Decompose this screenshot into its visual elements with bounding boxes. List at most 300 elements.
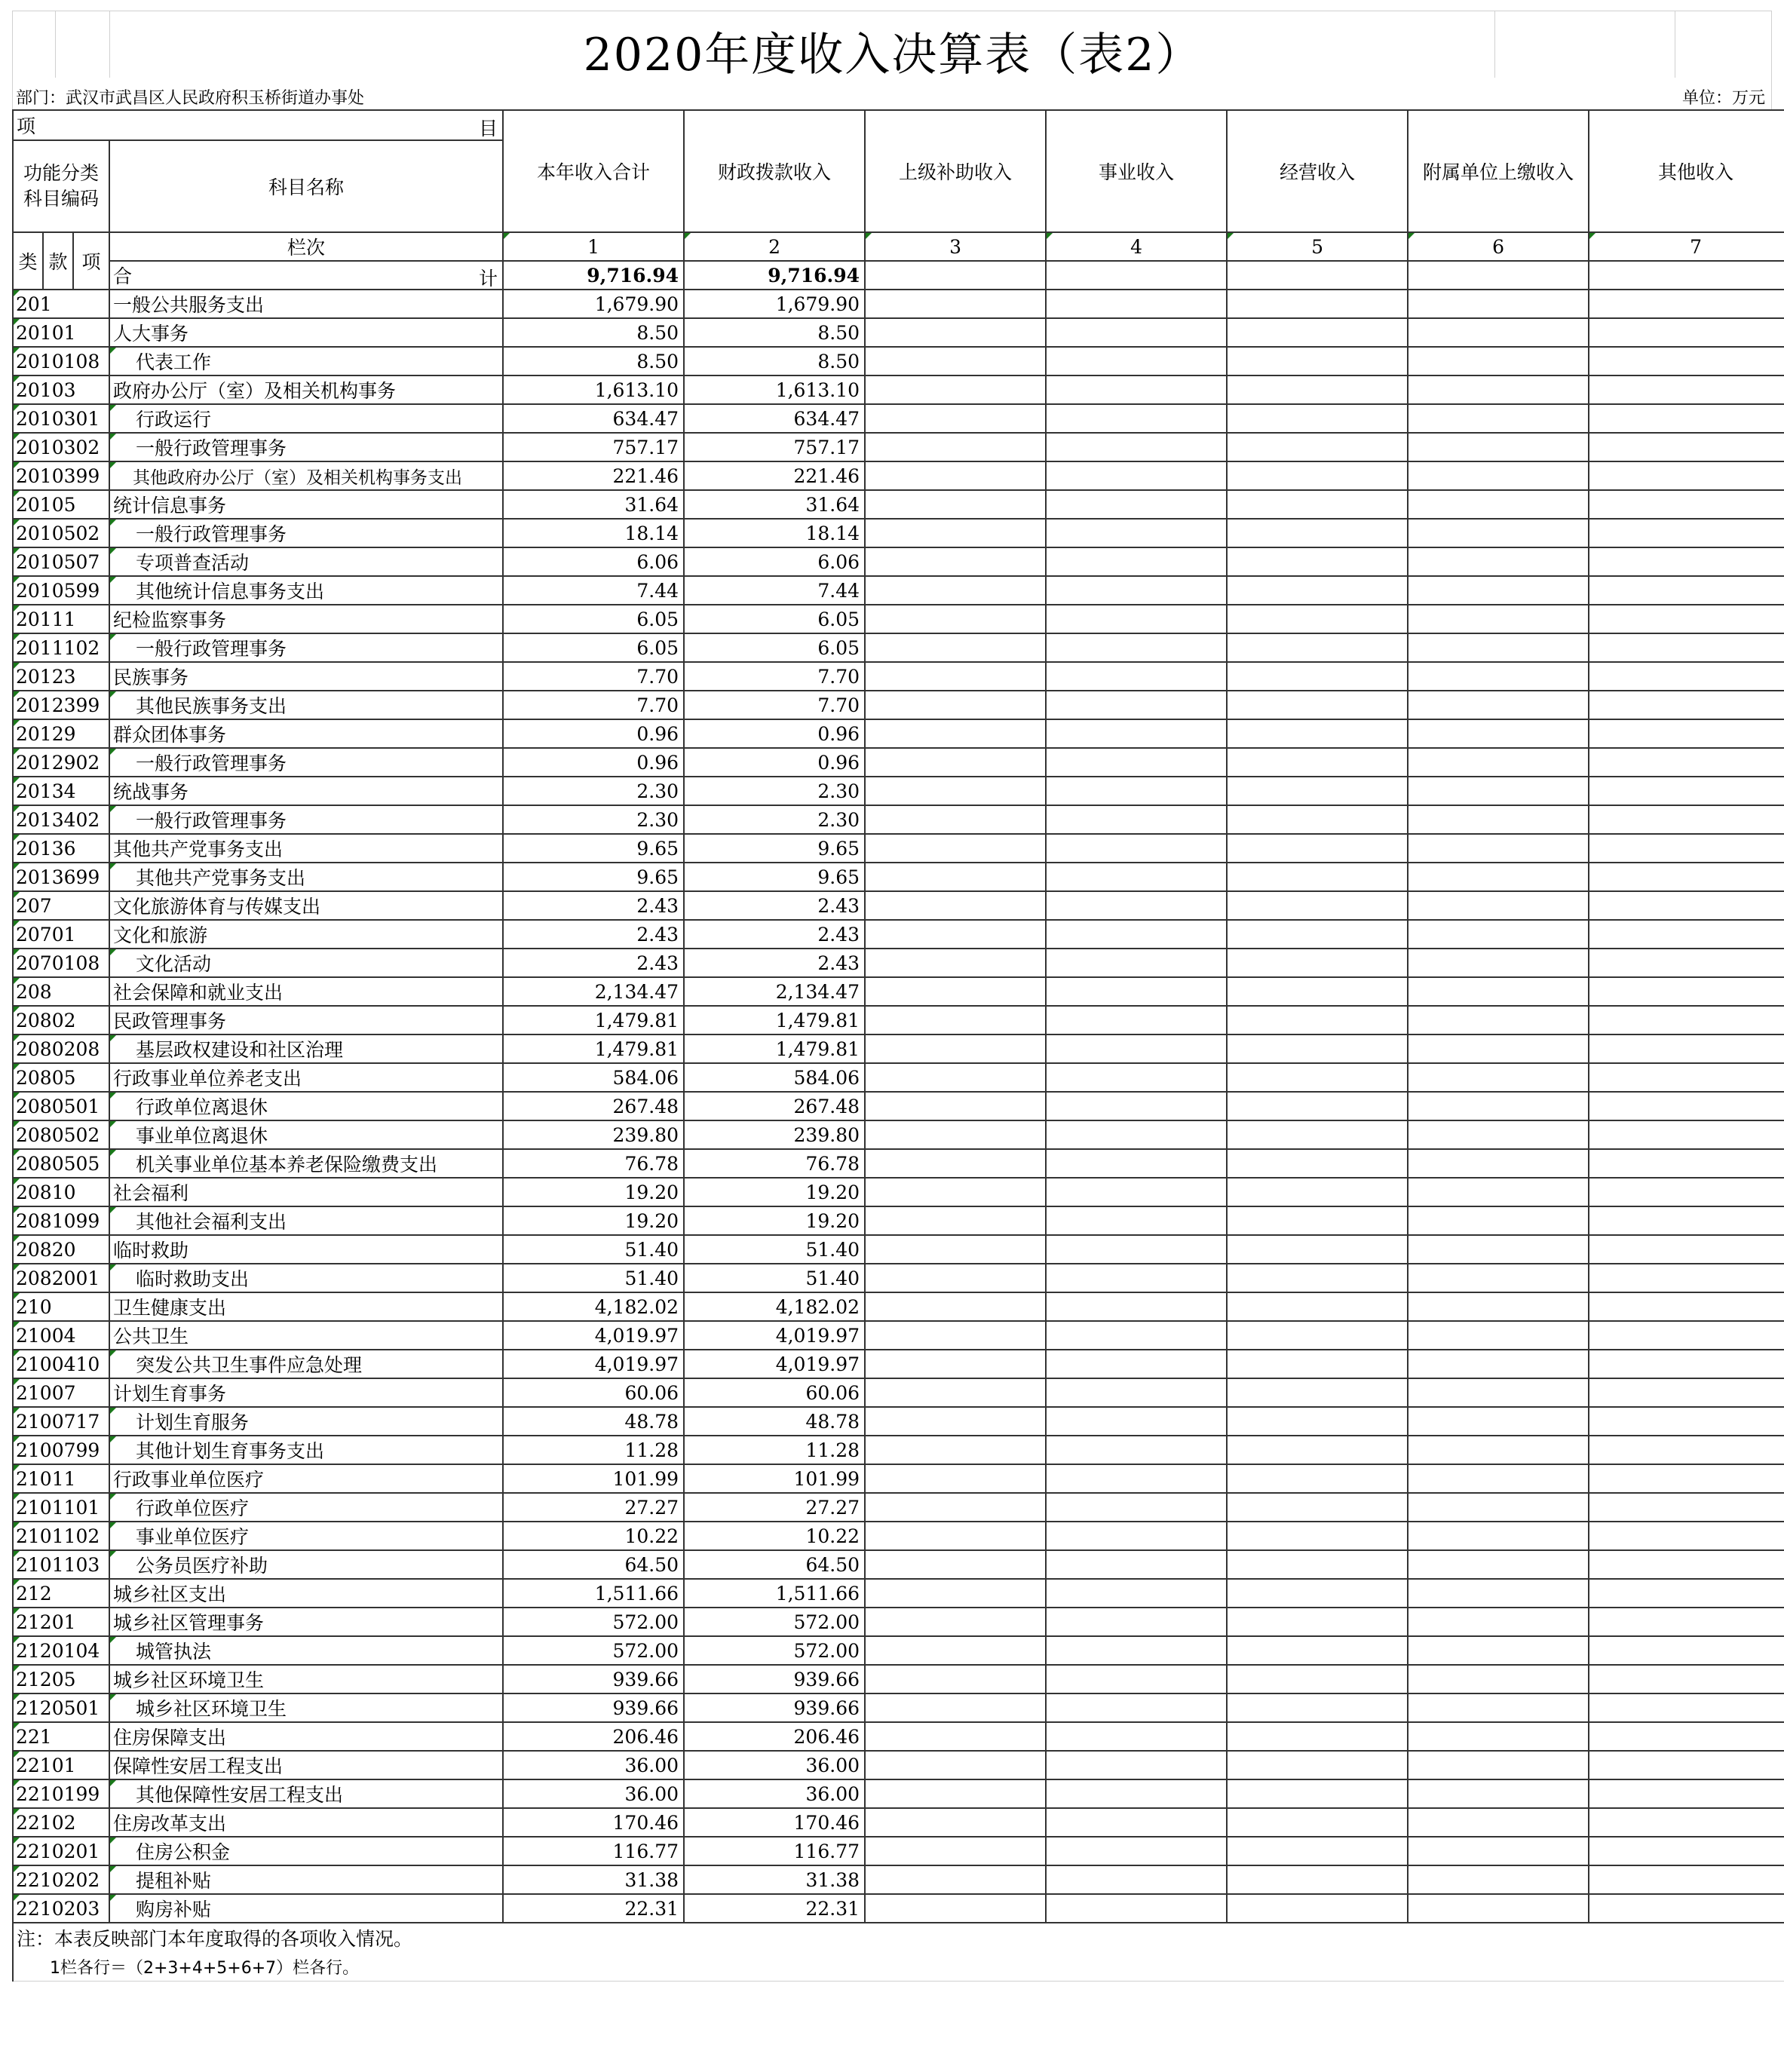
row-col-5 xyxy=(1227,748,1408,777)
table-row xyxy=(13,1292,1784,1321)
row-col-7 xyxy=(1589,1751,1784,1779)
row-col-3 xyxy=(865,891,1046,920)
row-code: 2010507 xyxy=(13,547,109,576)
row-col-7 xyxy=(1589,920,1784,949)
row-total-income: 4,019.97 xyxy=(503,1350,684,1378)
row-fiscal-income: 170.46 xyxy=(684,1808,865,1837)
col-header-6: 附属单位上缴收入 xyxy=(1408,110,1589,232)
row-col-7 xyxy=(1589,1149,1784,1178)
row-fiscal-income: 267.48 xyxy=(684,1092,865,1120)
row-total-income: 206.46 xyxy=(503,1722,684,1751)
row-subject-name: 一般行政管理事务 xyxy=(109,433,503,461)
row-col-4 xyxy=(1046,1063,1227,1092)
row-code: 2070108 xyxy=(13,949,109,977)
table-row xyxy=(13,1436,1784,1464)
row-col-6 xyxy=(1408,433,1589,461)
table-row xyxy=(13,318,1784,347)
row-subject-name: 城乡社区环境卫生 xyxy=(109,1665,503,1693)
row-col-3 xyxy=(865,1751,1046,1779)
row-total-income: 2.30 xyxy=(503,805,684,834)
total-value-5 xyxy=(1227,261,1408,290)
row-subject-name: 专项普查活动 xyxy=(109,547,503,576)
row-total-income: 48.78 xyxy=(503,1407,684,1436)
note-row-1 xyxy=(13,1923,1784,1952)
row-col-7 xyxy=(1589,318,1784,347)
col-number-4: 4 xyxy=(1046,232,1227,261)
row-col-3 xyxy=(865,547,1046,576)
table-row xyxy=(13,1894,1784,1923)
table-row xyxy=(13,777,1784,805)
row-col-3 xyxy=(865,1006,1046,1034)
row-subject-name: 机关事业单位基本养老保险缴费支出 xyxy=(109,1149,503,1178)
row-code: 210 xyxy=(13,1292,109,1321)
row-col-6 xyxy=(1408,1063,1589,1092)
table-row xyxy=(13,949,1784,977)
row-col-4 xyxy=(1046,662,1227,691)
row-subject-name: 社会保障和就业支出 xyxy=(109,977,503,1006)
row-fiscal-income: 1,679.90 xyxy=(684,290,865,318)
table-row xyxy=(13,1837,1784,1865)
row-fiscal-income: 584.06 xyxy=(684,1063,865,1092)
row-total-income: 36.00 xyxy=(503,1779,684,1808)
row-fiscal-income: 8.50 xyxy=(684,318,865,347)
row-fiscal-income: 60.06 xyxy=(684,1378,865,1407)
row-subject-name: 基层政权建设和社区治理 xyxy=(109,1034,503,1063)
row-col-5 xyxy=(1227,1779,1408,1808)
table-row xyxy=(13,1808,1784,1837)
row-fiscal-income: 31.38 xyxy=(684,1865,865,1894)
row-fiscal-income: 1,479.81 xyxy=(684,1006,865,1034)
row-code: 2101102 xyxy=(13,1522,109,1550)
table-row xyxy=(13,1407,1784,1436)
row-col-4 xyxy=(1046,1493,1227,1522)
row-col-5 xyxy=(1227,1693,1408,1722)
row-fiscal-income: 48.78 xyxy=(684,1407,865,1436)
row-col-7 xyxy=(1589,1378,1784,1407)
row-col-3 xyxy=(865,347,1046,375)
col-header-3: 上级补助收入 xyxy=(865,110,1046,232)
row-code: 2013402 xyxy=(13,805,109,834)
row-fiscal-income: 31.64 xyxy=(684,490,865,519)
row-col-7 xyxy=(1589,891,1784,920)
row-col-6 xyxy=(1408,1034,1589,1063)
row-subject-name: 临时救助 xyxy=(109,1235,503,1264)
row-col-4 xyxy=(1046,547,1227,576)
row-col-3 xyxy=(865,748,1046,777)
row-col-6 xyxy=(1408,1464,1589,1493)
row-code: 2120104 xyxy=(13,1636,109,1665)
row-col-3 xyxy=(865,1235,1046,1264)
row-col-5 xyxy=(1227,1206,1408,1235)
row-col-4 xyxy=(1046,1350,1227,1378)
row-subject-name: 一般行政管理事务 xyxy=(109,805,503,834)
row-col-6 xyxy=(1408,1235,1589,1264)
col-number-5: 5 xyxy=(1227,232,1408,261)
row-subject-name: 城管执法 xyxy=(109,1636,503,1665)
row-col-3 xyxy=(865,433,1046,461)
row-col-5 xyxy=(1227,1722,1408,1751)
row-subject-name: 代表工作 xyxy=(109,347,503,375)
row-col-7 xyxy=(1589,1350,1784,1378)
table-row xyxy=(13,1006,1784,1034)
total-row xyxy=(13,261,1784,290)
row-col-3 xyxy=(865,691,1046,719)
row-col-3 xyxy=(865,1034,1046,1063)
lei-header: 类 xyxy=(13,232,43,290)
row-col-4 xyxy=(1046,490,1227,519)
row-code: 2100717 xyxy=(13,1407,109,1436)
row-col-5 xyxy=(1227,863,1408,891)
row-col-5 xyxy=(1227,1006,1408,1034)
row-col-7 xyxy=(1589,1865,1784,1894)
row-fiscal-income: 10.22 xyxy=(684,1522,865,1550)
row-fiscal-income: 221.46 xyxy=(684,461,865,490)
row-total-income: 239.80 xyxy=(503,1120,684,1149)
row-col-7 xyxy=(1589,863,1784,891)
row-col-5 xyxy=(1227,1636,1408,1665)
row-total-income: 19.20 xyxy=(503,1178,684,1206)
col-number-3: 3 xyxy=(865,232,1046,261)
row-col-5 xyxy=(1227,1464,1408,1493)
row-col-5 xyxy=(1227,1407,1408,1436)
col-number-1: 1 xyxy=(503,232,684,261)
table-row xyxy=(13,1235,1784,1264)
row-total-income: 22.31 xyxy=(503,1894,684,1923)
table-row xyxy=(13,977,1784,1006)
row-col-3 xyxy=(865,1522,1046,1550)
row-fiscal-income: 6.05 xyxy=(684,605,865,633)
row-col-7 xyxy=(1589,719,1784,748)
row-code: 20134 xyxy=(13,777,109,805)
row-total-income: 7.70 xyxy=(503,662,684,691)
row-col-5 xyxy=(1227,662,1408,691)
row-subject-name: 城乡社区环境卫生 xyxy=(109,1693,503,1722)
row-fiscal-income: 939.66 xyxy=(684,1665,865,1693)
note-2: 1栏各行＝（2+3+4+5+6+7）栏各行。 xyxy=(13,1952,1784,1982)
table-row xyxy=(13,1608,1784,1636)
row-col-4 xyxy=(1046,1722,1227,1751)
row-col-3 xyxy=(865,1693,1046,1722)
row-col-5 xyxy=(1227,1808,1408,1837)
row-col-3 xyxy=(865,519,1046,547)
table-row xyxy=(13,1092,1784,1120)
row-code: 2012902 xyxy=(13,748,109,777)
row-col-6 xyxy=(1408,920,1589,949)
table-row xyxy=(13,1751,1784,1779)
col-number-6: 6 xyxy=(1408,232,1589,261)
row-fiscal-income: 2.43 xyxy=(684,949,865,977)
row-col-3 xyxy=(865,1206,1046,1235)
total-value-7 xyxy=(1589,261,1784,290)
row-col-5 xyxy=(1227,1264,1408,1292)
row-col-3 xyxy=(865,1837,1046,1865)
row-fiscal-income: 101.99 xyxy=(684,1464,865,1493)
row-col-4 xyxy=(1046,1120,1227,1149)
row-col-4 xyxy=(1046,1178,1227,1206)
table-row xyxy=(13,1865,1784,1894)
row-col-7 xyxy=(1589,290,1784,318)
row-col-3 xyxy=(865,1665,1046,1693)
header-row-lanci xyxy=(13,232,1784,261)
row-code: 21201 xyxy=(13,1608,109,1636)
row-fiscal-income: 2.43 xyxy=(684,920,865,949)
table-row xyxy=(13,605,1784,633)
row-col-7 xyxy=(1589,1779,1784,1808)
row-col-3 xyxy=(865,1120,1046,1149)
row-col-4 xyxy=(1046,1894,1227,1923)
note-row-2 xyxy=(13,1952,1784,1982)
row-code: 20810 xyxy=(13,1178,109,1206)
col-header-4: 事业收入 xyxy=(1046,110,1227,232)
row-col-5 xyxy=(1227,490,1408,519)
row-col-6 xyxy=(1408,1722,1589,1751)
row-col-7 xyxy=(1589,1006,1784,1034)
row-subject-name: 公务员医疗补助 xyxy=(109,1550,503,1579)
row-fiscal-income: 4,019.97 xyxy=(684,1321,865,1350)
row-col-4 xyxy=(1046,519,1227,547)
row-col-3 xyxy=(865,1407,1046,1436)
row-subject-name: 一般行政管理事务 xyxy=(109,633,503,662)
row-total-income: 64.50 xyxy=(503,1550,684,1579)
row-code: 2080502 xyxy=(13,1120,109,1149)
table-row xyxy=(13,1264,1784,1292)
row-total-income: 939.66 xyxy=(503,1665,684,1693)
row-total-income: 101.99 xyxy=(503,1464,684,1493)
row-fiscal-income: 4,019.97 xyxy=(684,1350,865,1378)
row-col-7 xyxy=(1589,404,1784,433)
row-col-3 xyxy=(865,318,1046,347)
row-col-3 xyxy=(865,633,1046,662)
row-total-income: 51.40 xyxy=(503,1235,684,1264)
row-col-4 xyxy=(1046,949,1227,977)
row-code: 2010502 xyxy=(13,519,109,547)
row-code: 2101101 xyxy=(13,1493,109,1522)
row-fiscal-income: 36.00 xyxy=(684,1779,865,1808)
row-col-4 xyxy=(1046,691,1227,719)
row-total-income: 6.05 xyxy=(503,605,684,633)
row-subject-name: 公共卫生 xyxy=(109,1321,503,1350)
row-col-3 xyxy=(865,1464,1046,1493)
row-col-5 xyxy=(1227,605,1408,633)
row-code: 2080501 xyxy=(13,1092,109,1120)
row-total-income: 31.38 xyxy=(503,1865,684,1894)
row-col-7 xyxy=(1589,547,1784,576)
row-col-4 xyxy=(1046,375,1227,404)
table-row xyxy=(13,1149,1784,1178)
row-col-4 xyxy=(1046,1321,1227,1350)
row-total-income: 2,134.47 xyxy=(503,977,684,1006)
row-fiscal-income: 27.27 xyxy=(684,1493,865,1522)
row-subject-name: 一般行政管理事务 xyxy=(109,748,503,777)
row-total-income: 9.65 xyxy=(503,863,684,891)
row-subject-name: 其他共产党事务支出 xyxy=(109,863,503,891)
row-col-6 xyxy=(1408,576,1589,605)
page-title: 2020年度收入决算表（表2） xyxy=(583,29,1203,81)
table-row xyxy=(13,519,1784,547)
row-code: 221 xyxy=(13,1722,109,1751)
row-col-7 xyxy=(1589,633,1784,662)
row-col-6 xyxy=(1408,1665,1589,1693)
row-code: 2100799 xyxy=(13,1436,109,1464)
table-row xyxy=(13,1636,1784,1665)
row-col-4 xyxy=(1046,1808,1227,1837)
row-subject-name: 行政单位离退休 xyxy=(109,1092,503,1120)
row-code: 20805 xyxy=(13,1063,109,1092)
row-fiscal-income: 0.96 xyxy=(684,719,865,748)
row-subject-name: 行政运行 xyxy=(109,404,503,433)
row-total-income: 27.27 xyxy=(503,1493,684,1522)
row-total-income: 10.22 xyxy=(503,1522,684,1550)
row-col-5 xyxy=(1227,576,1408,605)
row-fiscal-income: 6.05 xyxy=(684,633,865,662)
row-subject-name: 人大事务 xyxy=(109,318,503,347)
row-col-3 xyxy=(865,1350,1046,1378)
table-row xyxy=(13,1206,1784,1235)
row-col-3 xyxy=(865,1894,1046,1923)
row-col-6 xyxy=(1408,805,1589,834)
row-code: 208 xyxy=(13,977,109,1006)
row-col-3 xyxy=(865,719,1046,748)
row-col-5 xyxy=(1227,1350,1408,1378)
row-subject-name: 卫生健康支出 xyxy=(109,1292,503,1321)
row-col-6 xyxy=(1408,891,1589,920)
row-total-income: 2.43 xyxy=(503,949,684,977)
row-col-4 xyxy=(1046,1636,1227,1665)
row-subject-name: 计划生育服务 xyxy=(109,1407,503,1436)
row-col-5 xyxy=(1227,433,1408,461)
row-col-5 xyxy=(1227,691,1408,719)
row-col-4 xyxy=(1046,891,1227,920)
row-col-6 xyxy=(1408,1264,1589,1292)
row-col-5 xyxy=(1227,805,1408,834)
row-col-4 xyxy=(1046,1579,1227,1608)
row-col-4 xyxy=(1046,977,1227,1006)
row-col-4 xyxy=(1046,748,1227,777)
table-row xyxy=(13,347,1784,375)
row-fiscal-income: 76.78 xyxy=(684,1149,865,1178)
row-subject-name: 一般行政管理事务 xyxy=(109,519,503,547)
row-fiscal-income: 239.80 xyxy=(684,1120,865,1149)
row-fiscal-income: 9.65 xyxy=(684,863,865,891)
row-fiscal-income: 634.47 xyxy=(684,404,865,433)
total-value-3 xyxy=(865,261,1046,290)
row-total-income: 1,679.90 xyxy=(503,290,684,318)
row-code: 20129 xyxy=(13,719,109,748)
row-col-6 xyxy=(1408,1579,1589,1608)
row-col-4 xyxy=(1046,1092,1227,1120)
row-col-5 xyxy=(1227,977,1408,1006)
row-code: 2080505 xyxy=(13,1149,109,1178)
table-row xyxy=(13,1464,1784,1493)
row-subject-name: 一般公共服务支出 xyxy=(109,290,503,318)
row-code: 207 xyxy=(13,891,109,920)
row-total-income: 0.96 xyxy=(503,719,684,748)
row-code: 2012399 xyxy=(13,691,109,719)
col-number-2: 2 xyxy=(684,232,865,261)
table-row xyxy=(13,404,1784,433)
row-fiscal-income: 206.46 xyxy=(684,1722,865,1751)
row-col-6 xyxy=(1408,347,1589,375)
row-total-income: 572.00 xyxy=(503,1608,684,1636)
row-col-5 xyxy=(1227,633,1408,662)
row-col-3 xyxy=(865,920,1046,949)
row-fiscal-income: 19.20 xyxy=(684,1178,865,1206)
row-fiscal-income: 116.77 xyxy=(684,1837,865,1865)
row-code: 20136 xyxy=(13,834,109,863)
table-row xyxy=(13,461,1784,490)
row-col-7 xyxy=(1589,461,1784,490)
unit-label: 单位：万元 xyxy=(1681,89,1765,108)
row-col-5 xyxy=(1227,1493,1408,1522)
row-col-6 xyxy=(1408,1436,1589,1464)
row-col-7 xyxy=(1589,662,1784,691)
row-col-7 xyxy=(1589,1206,1784,1235)
row-code: 2013699 xyxy=(13,863,109,891)
row-col-6 xyxy=(1408,1206,1589,1235)
row-col-5 xyxy=(1227,1120,1408,1149)
row-code: 20820 xyxy=(13,1235,109,1264)
row-code: 2082001 xyxy=(13,1264,109,1292)
row-total-income: 18.14 xyxy=(503,519,684,547)
row-col-6 xyxy=(1408,1350,1589,1378)
row-total-income: 2.30 xyxy=(503,777,684,805)
col-header-5: 经营收入 xyxy=(1227,110,1408,232)
row-subject-name: 其他社会福利支出 xyxy=(109,1206,503,1235)
row-total-income: 8.50 xyxy=(503,318,684,347)
row-fiscal-income: 2.43 xyxy=(684,891,865,920)
row-col-3 xyxy=(865,1092,1046,1120)
row-col-6 xyxy=(1408,318,1589,347)
row-col-5 xyxy=(1227,1865,1408,1894)
row-col-3 xyxy=(865,1264,1046,1292)
row-col-4 xyxy=(1046,1378,1227,1407)
row-col-5 xyxy=(1227,1149,1408,1178)
row-col-3 xyxy=(865,1779,1046,1808)
row-total-income: 31.64 xyxy=(503,490,684,519)
row-fiscal-income: 51.40 xyxy=(684,1264,865,1292)
row-col-7 xyxy=(1589,1665,1784,1693)
row-col-7 xyxy=(1589,1034,1784,1063)
row-col-5 xyxy=(1227,519,1408,547)
row-col-5 xyxy=(1227,920,1408,949)
row-code: 2010301 xyxy=(13,404,109,433)
row-fiscal-income: 7.70 xyxy=(684,662,865,691)
table-row xyxy=(13,719,1784,748)
row-col-6 xyxy=(1408,1321,1589,1350)
row-col-7 xyxy=(1589,1178,1784,1206)
row-col-3 xyxy=(865,1808,1046,1837)
row-total-income: 19.20 xyxy=(503,1206,684,1235)
row-fiscal-income: 36.00 xyxy=(684,1751,865,1779)
row-col-5 xyxy=(1227,1837,1408,1865)
row-subject-name: 行政事业单位医疗 xyxy=(109,1464,503,1493)
row-col-5 xyxy=(1227,1579,1408,1608)
row-col-7 xyxy=(1589,777,1784,805)
row-subject-name: 文化和旅游 xyxy=(109,920,503,949)
row-col-6 xyxy=(1408,1636,1589,1665)
table-row xyxy=(13,433,1784,461)
row-col-4 xyxy=(1046,1608,1227,1636)
row-code: 20701 xyxy=(13,920,109,949)
row-col-4 xyxy=(1046,605,1227,633)
row-col-5 xyxy=(1227,1321,1408,1350)
row-subject-name: 住房公积金 xyxy=(109,1837,503,1865)
row-fiscal-income: 11.28 xyxy=(684,1436,865,1464)
row-col-7 xyxy=(1589,1579,1784,1608)
row-col-5 xyxy=(1227,1034,1408,1063)
row-code: 20123 xyxy=(13,662,109,691)
row-col-6 xyxy=(1408,834,1589,863)
